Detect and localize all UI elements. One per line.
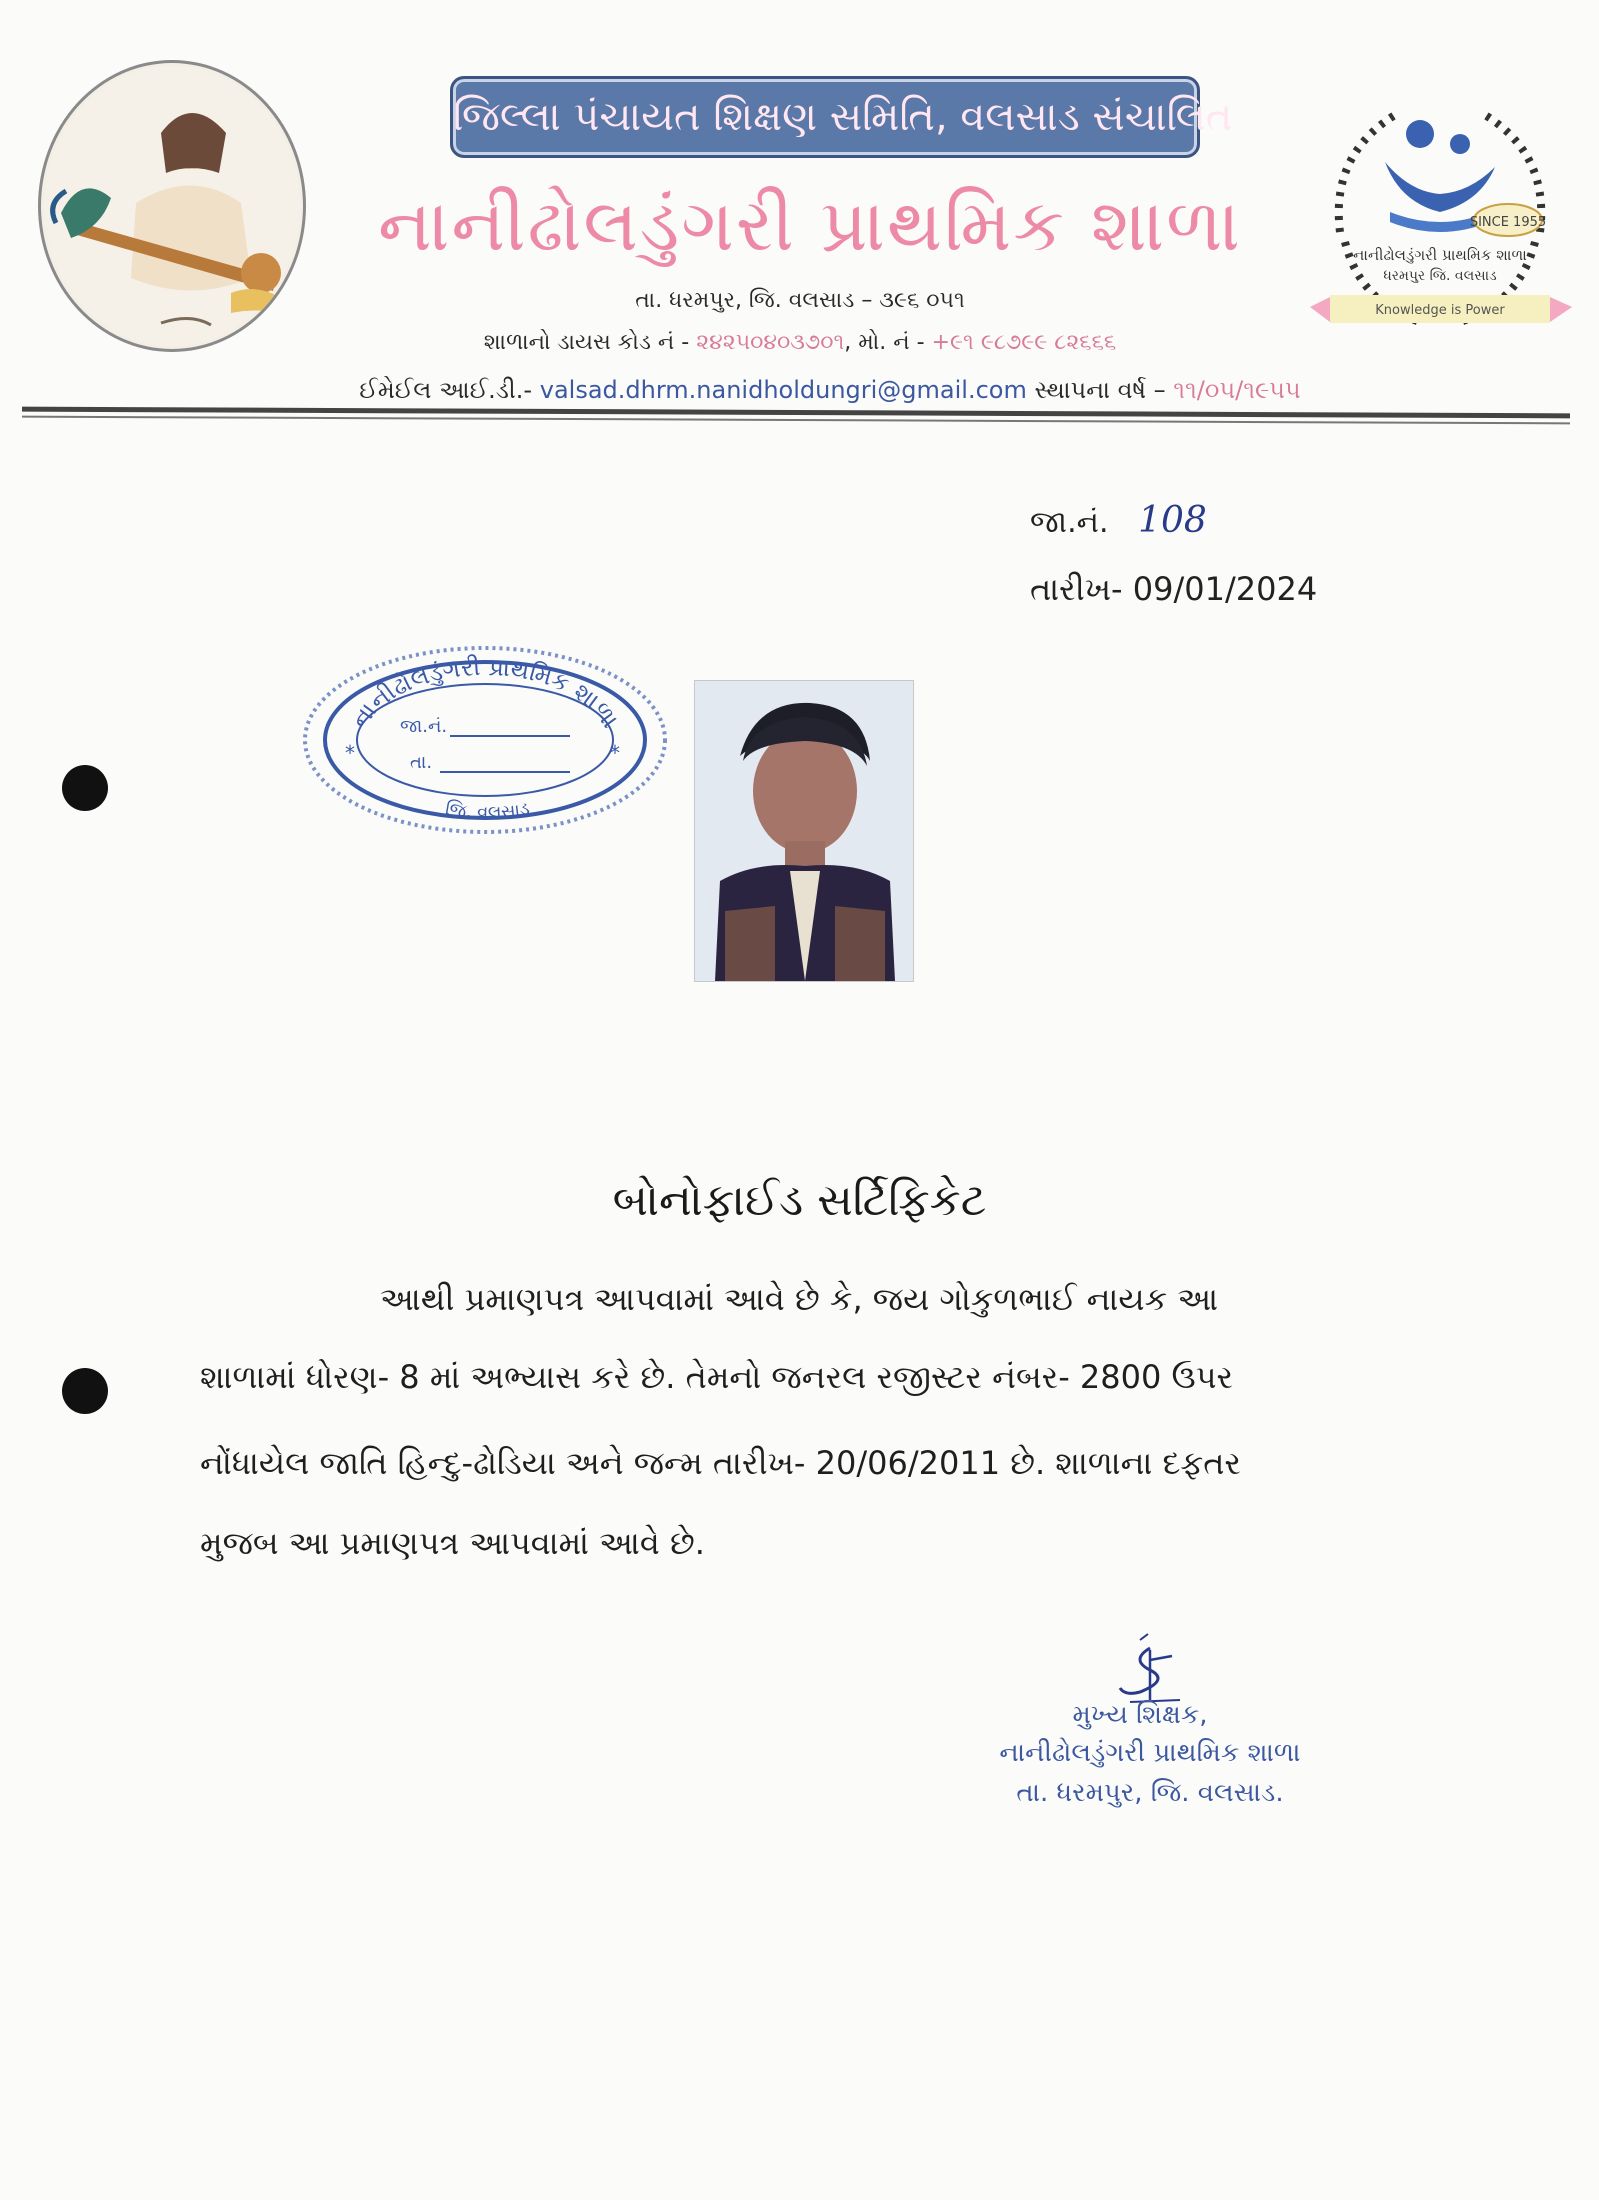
- saraswati-logo-graphic: [41, 63, 303, 349]
- certificate-line-2: શાળામાં ધોરણ- 8 માં અભ્યાસ કરે છે. તેમનો જનરલ રજીસ્ટર નંબર- 2800 ઉપર: [200, 1358, 1234, 1396]
- reference-number: [1030, 500, 1207, 541]
- email-value: valsad.dhrm.nanidholdungri@gmail.com: [539, 376, 1027, 404]
- student-photo: [694, 680, 914, 982]
- date-value: 09/01/2024: [1132, 570, 1318, 608]
- stamp-line1-label: જા.નં.: [400, 716, 448, 737]
- stamp-bottom-text: જિ. વલસાડ: [443, 797, 532, 824]
- school-address: [400, 288, 1200, 313]
- since-text: SINCE 1955: [1469, 215, 1547, 230]
- reference-value: 108: [1138, 500, 1207, 541]
- email-label: ઈમેઈલ આઈ.ડી.-: [359, 376, 533, 404]
- reference-label: જા.નં.: [1030, 505, 1109, 540]
- certificate-line-4: મુજબ આ પ્રમાણપત્ર આપવામાં આવે છે.: [200, 1524, 705, 1562]
- signatory-title: મુખ્ય શિક્ષક,: [1072, 1700, 1208, 1730]
- certificate-title: બોનોફાઈડ સર્ટિફિકેટ: [612, 1175, 987, 1226]
- official-stamp: [290, 640, 680, 840]
- punch-hole-top: [62, 765, 108, 811]
- established-label: સ્થાપના વર્ષ –: [1034, 376, 1166, 404]
- certificate-line-3: નોંધાયેલ જાતિ હિન્દુ-ઢોડિયા અને જન્મ તારીખ- 20/06/2011 છે. શાળાના દફતર: [200, 1444, 1241, 1482]
- dise-value: ૨૪૨૫૦૪૦૩૭૦૧: [696, 330, 845, 355]
- certificate-date: [1030, 570, 1317, 609]
- email-established-line: [300, 376, 1360, 404]
- stamp-top-text: નાનીઢોલડુંગરી પ્રાથમિક શાળા: [345, 652, 625, 734]
- certificate-line-1: આથી પ્રમાણપત્ર આપવામાં આવે છે કે, જય ગોકુળભાઈ નાયક આ: [380, 1280, 1219, 1318]
- svg-text:જિ. વલસાડ: [444, 798, 532, 823]
- dise-mobile-line: [340, 330, 1260, 355]
- signatory-school: નાનીઢોલડુંગરી પ્રાથમિક શાળા: [999, 1738, 1301, 1768]
- school-name-heading: નાનીઢોલડુંગરી પ્રાથમિક શાળા: [378, 183, 1242, 267]
- signature-graphic: [1110, 1630, 1190, 1710]
- established-value: ૧૧/૦૫/૧૯૫૫: [1173, 376, 1301, 404]
- saraswati-logo: [38, 60, 306, 352]
- header-banner: જિલ્લા પંચાયત શિક્ષણ સમિતિ, વલસાડ સંચાલિત: [450, 76, 1200, 158]
- official-stamp-graphic: [290, 640, 680, 840]
- signatory-location: તા. ધરમપુર, જિ. વલસાડ.: [1016, 1778, 1284, 1808]
- signature: [1110, 1630, 1190, 1710]
- svg-text:*: *: [345, 741, 355, 765]
- date-label: તારીખ-: [1030, 570, 1123, 608]
- emblem-ribbon-text: Knowledge is Power: [1375, 303, 1505, 318]
- address-text: તા. ધરમપુર, જિ. વલસાડ – ૩૯૬ ૦૫૧: [635, 288, 965, 313]
- emblem-ring-text2: ધરમપુર જિ. વલસાડ: [1383, 268, 1497, 284]
- punch-hole-bottom: [62, 1368, 108, 1414]
- student-photo-graphic: [695, 681, 913, 981]
- svg-text:નાનીઢોલડુંગરી પ્રાથમિક શાળા: [346, 653, 625, 733]
- mobile-label: , મો. નં -: [844, 330, 925, 355]
- stamp-line2-label: તા.: [410, 752, 433, 773]
- emblem-ring-text: નાનીઢોલડુંગરી પ્રાથમિક શાળા: [1353, 246, 1527, 264]
- mobile-value: +૯૧ ૯૮૭૯૯ ૮૨૬૬૬: [931, 330, 1117, 355]
- dise-label: શાળાનો ડાયસ કોડ નં -: [483, 330, 690, 355]
- svg-text:*: *: [610, 741, 620, 765]
- school-emblem: [1300, 82, 1580, 372]
- school-emblem-graphic: [1300, 82, 1580, 372]
